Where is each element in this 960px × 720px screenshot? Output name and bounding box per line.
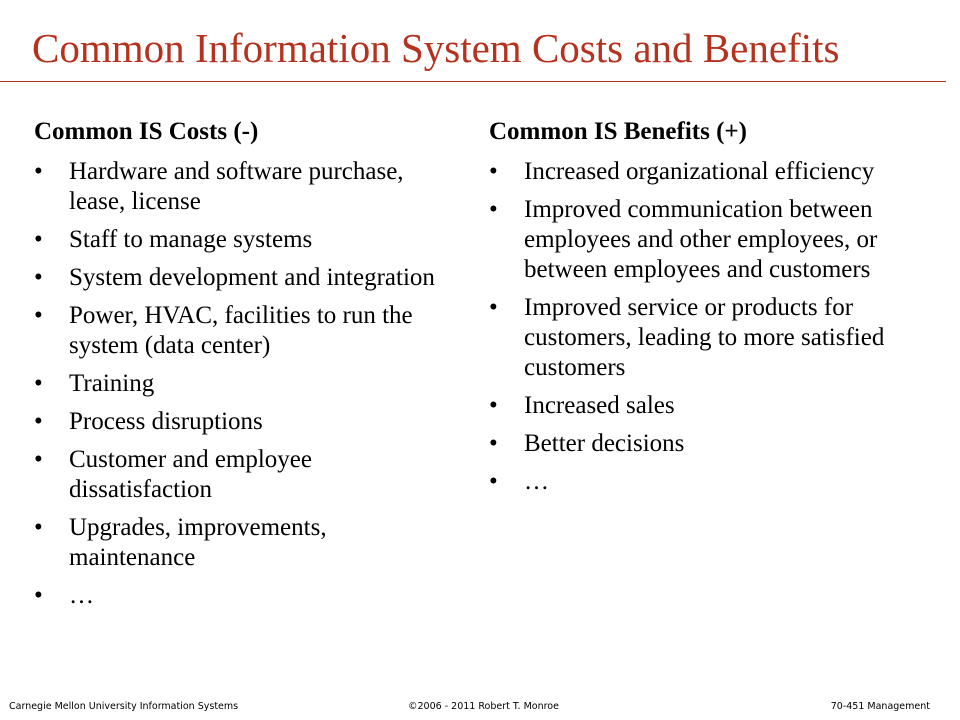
- bullet-icon: •: [489, 196, 498, 223]
- list-item: [489, 157, 929, 187]
- costs-list: [34, 157, 444, 611]
- cost-item-text: Staff to manage systems: [69, 226, 313, 253]
- cost-item-text: System development and integration: [69, 264, 435, 291]
- benefit-item-text: Increased organizational efficiency: [524, 158, 875, 185]
- title-divider: [0, 81, 946, 82]
- list-item: [34, 581, 444, 611]
- benefit-item-text: Better decisions: [524, 430, 685, 457]
- cost-item-text: Training: [69, 370, 155, 397]
- bullet-icon: •: [489, 430, 498, 457]
- cost-item-text: Upgrades, improvements, maintenance: [69, 514, 327, 571]
- benefit-item-text: …: [524, 468, 549, 495]
- list-item: [34, 157, 444, 217]
- bullet-icon: •: [34, 264, 43, 291]
- cost-item-text: …: [69, 582, 94, 609]
- benefits-list: [489, 157, 929, 497]
- bullet-icon: •: [489, 468, 498, 495]
- bullet-icon: •: [34, 446, 43, 473]
- footer: [0, 701, 960, 720]
- list-item: [489, 195, 929, 285]
- list-item: [34, 407, 444, 437]
- cost-item-text: Process disruptions: [69, 408, 263, 435]
- bullet-icon: •: [34, 370, 43, 397]
- benefit-item-text: Increased sales: [524, 392, 675, 419]
- cost-item-text: Customer and employee dissatisfaction: [69, 446, 312, 503]
- list-item: [34, 225, 444, 255]
- list-item: [34, 369, 444, 399]
- footer-course: 70-451 Management: [830, 701, 930, 712]
- cost-item-text: Hardware and software purchase, lease, license: [69, 158, 404, 215]
- list-item: [489, 429, 929, 459]
- bullet-icon: •: [489, 294, 498, 321]
- benefit-item-text: Improved communication between employees and other employees, or between employees and customers: [524, 196, 878, 283]
- list-item: [34, 445, 444, 505]
- list-item: [34, 513, 444, 573]
- bullet-icon: •: [34, 226, 43, 253]
- list-item: [489, 391, 929, 421]
- benefits-column: [489, 114, 929, 505]
- bullet-icon: •: [34, 158, 43, 185]
- list-item: [489, 467, 929, 497]
- cost-item-text: Power, HVAC, facilities to run the system (data center): [69, 302, 413, 359]
- bullet-icon: •: [34, 408, 43, 435]
- list-item: [34, 301, 444, 361]
- list-item: [489, 293, 929, 383]
- benefit-item-text: Improved service or products for customers, leading to more satisfied customers: [524, 294, 885, 381]
- bullet-icon: •: [34, 582, 43, 609]
- bullet-icon: •: [489, 392, 498, 419]
- list-item: [34, 263, 444, 293]
- benefits-heading: Common IS Benefits (+): [489, 118, 747, 145]
- costs-column: [34, 114, 444, 619]
- costs-heading: Common IS Costs (-): [34, 118, 259, 145]
- slide-title: Common Information System Costs and Benefits: [32, 25, 840, 71]
- footer-copyright: ©2006 - 2011 Robert T. Monroe: [408, 701, 559, 712]
- footer-org: Carnegie Mellon University Information Systems: [9, 701, 239, 712]
- bullet-icon: •: [489, 158, 498, 185]
- bullet-icon: •: [34, 514, 43, 541]
- bullet-icon: •: [34, 302, 43, 329]
